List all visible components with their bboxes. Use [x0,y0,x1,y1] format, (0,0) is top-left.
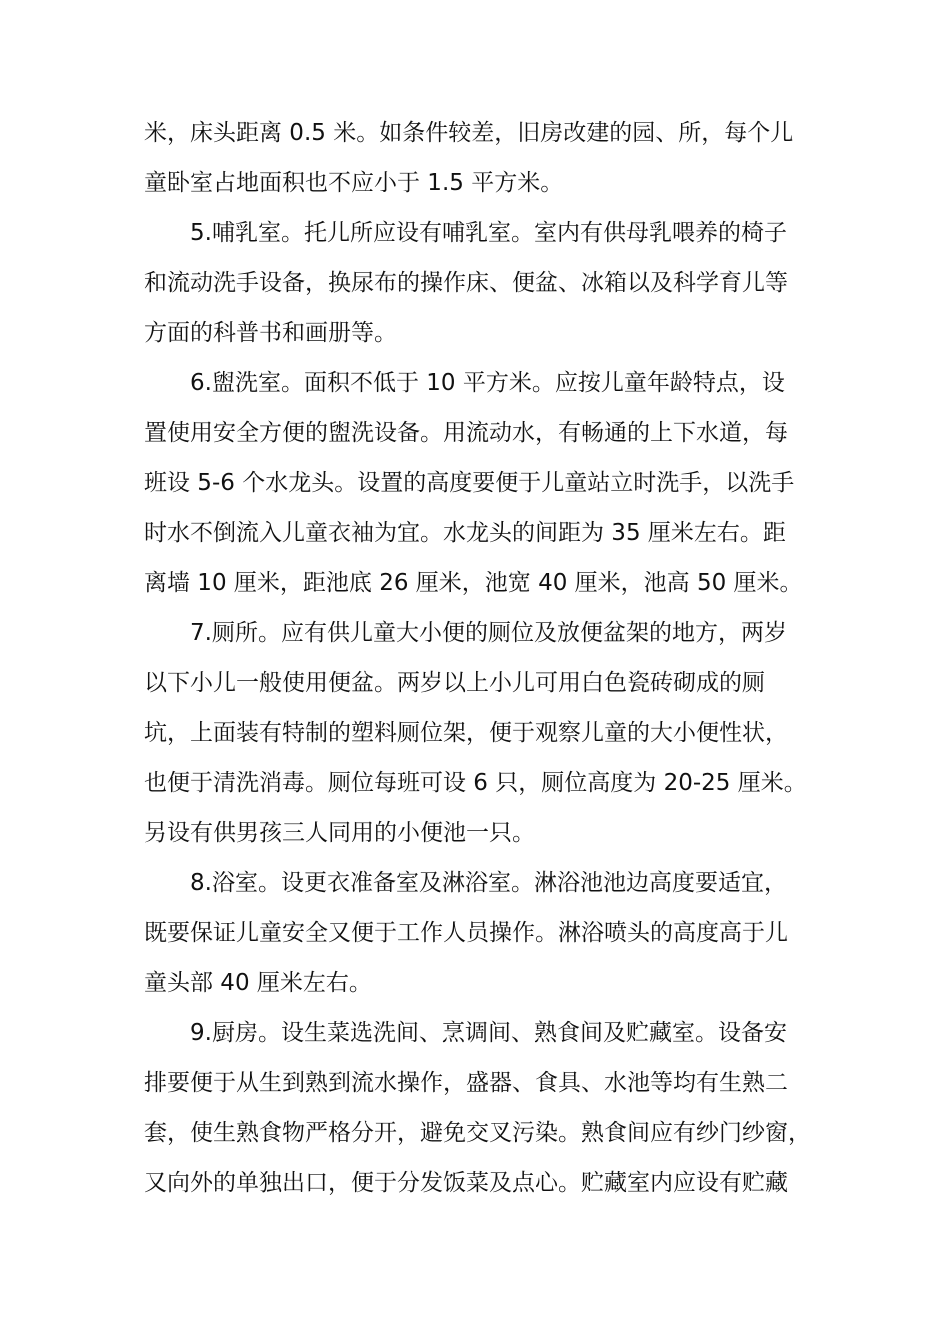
text-line: 坑，上面装有特制的塑料厕位架，便于观察儿童的大小便性状， [144,720,788,746]
text-line: 又向外的单独出口，便于分发饭菜及点心。贮藏室内应设有贮藏 [144,1170,788,1196]
text-line: 既要保证儿童安全又便于工作人员操作。淋浴喷头的高度高于儿 [144,920,788,946]
text-line: 班设 5-6 个水龙头。设置的高度要便于儿童站立时洗手，以洗手 [144,470,795,496]
text-line: 离墙 10 厘米，距池底 26 厘米，池宽 40 厘米，池高 50 厘米。 [144,570,803,596]
paragraph-start-line: 6.盥洗室。面积不低于 10 平方米。应按儿童年龄特点，设 [190,370,785,396]
paragraph-start-line: 9.厨房。设生菜选洗间、烹调间、熟食间及贮藏室。设备安 [190,1020,787,1046]
text-line: 另设有供男孩三人同用的小便池一只。 [144,820,535,846]
paragraph-start-line: 5.哺乳室。托儿所应设有哺乳室。室内有供母乳喂养的椅子 [190,220,787,246]
text-line: 套，使生熟食物严格分开，避免交叉污染。熟食间应有纱门纱窗， [144,1120,811,1146]
paragraph-start-line: 8.浴室。设更衣准备室及淋浴室。淋浴池池边高度要适宜， [190,870,787,896]
text-line: 时水不倒流入儿童衣袖为宜。水龙头的间距为 35 厘米左右。距 [144,520,786,546]
paragraph-start-line: 7.厕所。应有供儿童大小便的厕位及放便盆架的地方，两岁 [190,620,787,646]
text-line: 和流动洗手设备，换尿布的操作床、便盆、冰箱以及科学育儿等 [144,270,788,296]
text-line: 排要便于从生到熟到流水操作，盛器、食具、水池等均有生熟二 [144,1070,788,1096]
text-line: 方面的科普书和画册等。 [144,320,397,346]
text-line: 也便于清洗消毒。厕位每班可设 6 只，厕位高度为 20-25 厘米。 [144,770,807,796]
text-line: 童头部 40 厘米左右。 [144,970,372,996]
document-body [144,108,844,1208]
text-line: 置使用安全方便的盥洗设备。用流动水，有畅通的上下水道，每 [144,420,788,446]
text-line: 童卧室占地面积也不应小于 1.5 平方米。 [144,170,564,196]
text-line: 以下小儿一般使用便盆。两岁以上小儿可用白色瓷砖砌成的厕 [144,670,765,696]
text-line: 米，床头距离 0.5 米。如条件较差，旧房改建的园、所，每个儿 [144,120,794,146]
